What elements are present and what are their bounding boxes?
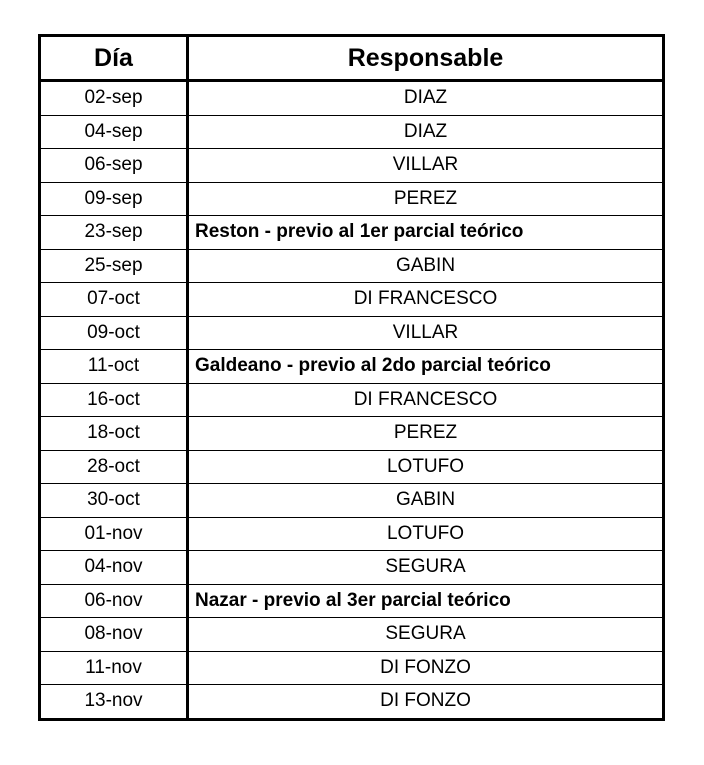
table-row: [40, 685, 664, 720]
table-row: [40, 283, 664, 317]
table-row: [40, 249, 664, 283]
schedule-table: [38, 34, 665, 721]
responsible-cell: GABIN: [188, 249, 664, 283]
schedule-body: [40, 81, 664, 720]
table-row: [40, 115, 664, 149]
responsible-note-cell: Reston - previo al 1er parcial teórico: [188, 216, 664, 250]
responsible-cell: DI FRANCESCO: [188, 383, 664, 417]
table-row: [40, 383, 664, 417]
day-cell: 11-oct: [40, 350, 188, 384]
table-row: [40, 81, 664, 116]
day-cell: 06-sep: [40, 149, 188, 183]
responsible-cell: VILLAR: [188, 316, 664, 350]
day-cell: 04-nov: [40, 551, 188, 585]
day-cell: 01-nov: [40, 517, 188, 551]
responsible-cell: DI FONZO: [188, 685, 664, 720]
day-cell: 23-sep: [40, 216, 188, 250]
responsible-cell: DI FRANCESCO: [188, 283, 664, 317]
day-cell: 06-nov: [40, 584, 188, 618]
responsible-cell: DI FONZO: [188, 651, 664, 685]
day-cell: 11-nov: [40, 651, 188, 685]
day-cell: 18-oct: [40, 417, 188, 451]
table-row: [40, 551, 664, 585]
table-row: [40, 149, 664, 183]
responsible-note-cell: Nazar - previo al 3er parcial teórico: [188, 584, 664, 618]
table-row: [40, 450, 664, 484]
responsible-cell: PEREZ: [188, 182, 664, 216]
responsible-cell: LOTUFO: [188, 517, 664, 551]
table-row: [40, 584, 664, 618]
table-row: [40, 484, 664, 518]
table-row: [40, 182, 664, 216]
day-column-header: Día: [40, 36, 188, 81]
table-row: [40, 651, 664, 685]
day-cell: 02-sep: [40, 81, 188, 116]
day-cell: 25-sep: [40, 249, 188, 283]
table-row: [40, 216, 664, 250]
table-row: [40, 517, 664, 551]
responsible-cell: PEREZ: [188, 417, 664, 451]
responsible-cell: SEGURA: [188, 551, 664, 585]
responsible-note-cell: Galdeano - previo al 2do parcial teórico: [188, 350, 664, 384]
day-cell: 30-oct: [40, 484, 188, 518]
day-cell: 09-oct: [40, 316, 188, 350]
day-cell: 08-nov: [40, 618, 188, 652]
day-cell: 07-oct: [40, 283, 188, 317]
day-cell: 09-sep: [40, 182, 188, 216]
responsible-cell: DIAZ: [188, 81, 664, 116]
responsible-cell: LOTUFO: [188, 450, 664, 484]
responsible-column-header: Responsable: [188, 36, 664, 81]
responsible-cell: DIAZ: [188, 115, 664, 149]
responsible-cell: GABIN: [188, 484, 664, 518]
day-cell: 04-sep: [40, 115, 188, 149]
table-row: [40, 350, 664, 384]
table-row: [40, 417, 664, 451]
responsible-cell: SEGURA: [188, 618, 664, 652]
day-cell: 13-nov: [40, 685, 188, 720]
table-row: [40, 618, 664, 652]
day-cell: 16-oct: [40, 383, 188, 417]
responsible-cell: VILLAR: [188, 149, 664, 183]
day-cell: 28-oct: [40, 450, 188, 484]
table-row: [40, 316, 664, 350]
header-row: [40, 36, 664, 81]
